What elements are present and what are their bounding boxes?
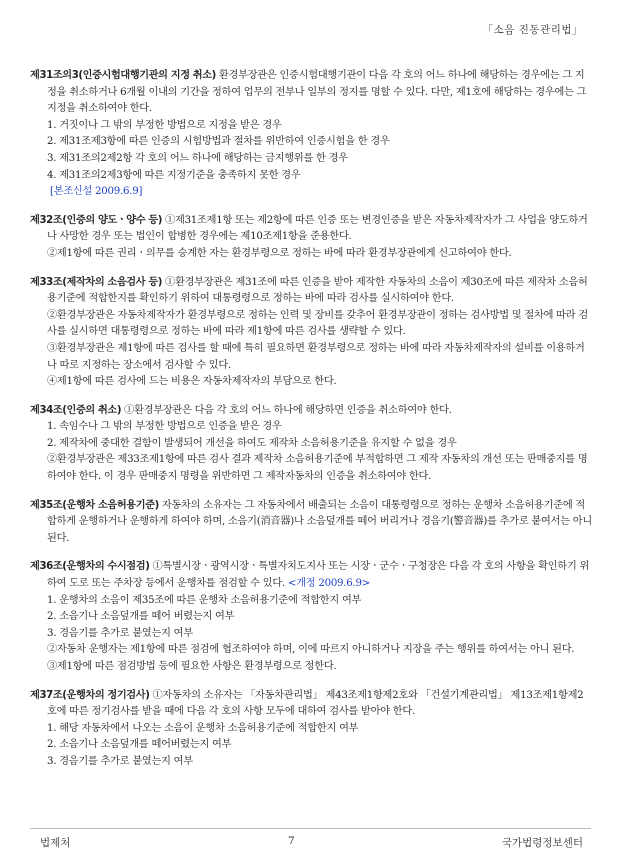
amendment-note: [본조신설 2009.6.9]	[50, 186, 143, 198]
article-paragraph: ②자동차 운행자는 제1항에 따른 점검에 협조하여야 하며, 이에 따르지 아니하거나 지장을 주는 행위를 하여서는 아니 된다.	[47, 644, 575, 656]
article-item: 3. 경음기를 추가로 붙였는지 여부	[47, 627, 193, 639]
article-lead-text: 환경부장관은 인증시험대행기관이 다음 각 호의 어느 하나에 해당하는 경우에는 그 지정을 취소하거나 6개월 이내의 기간을 정하여 업무의 전부나 일부의 정지를 명할 수 있다. 다만, 제1호에 해당하는 경우에는 그 지정을 취소하여야 한다.	[47, 70, 587, 115]
article-lead-text: ①환경부장관은 다음 각 호의 어느 하나에 해당하면 인증을 취소하여야 한다.	[121, 404, 452, 416]
article-title: 제36조(운행차의 수시점검)	[30, 561, 150, 573]
article-item: 3. 제31조의2제2항 각 호의 어느 하나에 해당하는 금지행위를 한 경우	[47, 152, 348, 164]
article-37	[30, 688, 592, 771]
article-35	[30, 498, 592, 548]
article-title: 제37조(운행차의 정기검사)	[30, 689, 150, 701]
article-paragraph: ③환경부장관은 제1항에 따른 검사를 할 때에 특히 필요하면 환경부령으로 정하는 바에 따라 자동차제작자의 설비를 이용하거나 따로 지정하는 장소에서 검사할 수 있다.	[47, 342, 585, 371]
article-36	[30, 559, 592, 675]
article-item: 2. 소음기나 소음덮개를 떼어버렸는지 여부	[47, 739, 232, 751]
page-number: 7	[288, 835, 295, 847]
article-title: 제34조(인증의 취소)	[30, 404, 122, 416]
article-title: 제31조의3(인증시험대행기관의 지정 취소)	[30, 70, 216, 81]
article-lead	[30, 403, 592, 420]
article-lead	[30, 213, 592, 246]
law-text	[30, 68, 592, 783]
article-lead-text: ①자동차의 소유자는 「자동차관리법」 제43조제1항제2호와 「건설기계관리법」 제13조제1항제2호에 따른 정기검사를 받을 때에 다음 각 호의 사항 모두에 대하여 검사를 받아야 한다.	[47, 689, 584, 718]
article-title: 제32조(인증의 양도ㆍ양수 등)	[30, 214, 163, 226]
article-paragraph: ②제1항에 따른 권리ㆍ의무를 승계한 자는 환경부령으로 정하는 바에 따라 환경부장관에게 신고하여야 한다.	[47, 247, 512, 259]
article-lead-text: ①환경부장관은 제31조에 따른 인증을 받아 제작한 자동차의 소음이 제30조에 따른 제작차 소음허용기준에 적합한지를 확인하기 위하여 대통령령으로 정하는 바에 따라 검사를 실시하여야 한다.	[47, 276, 588, 305]
article-lead	[30, 498, 592, 548]
article-lead	[30, 559, 592, 592]
article-lead-text: 자동차의 소유자는 그 자동차에서 배출되는 소음이 대통령령으로 정하는 운행차 소음허용기준에 적합하게 운행하거나 운행하게 하여야 하며, 소음기(消音器)나 소음덮개를 떼어 버리거나 경음기(警音器)를 추가로 붙여서는 아니 된다.	[47, 499, 592, 544]
article-31-3	[30, 68, 592, 201]
article-paragraph: ②환경부장관은 제33조제1항에 따른 검사 결과 제작차 소음허용기준에 부적합하면 그 제작 자동차의 개선 또는 판매중지를 명하여야 한다. 이 경우 판매중지 명령을 위반하면 그 제작자동차의 인증을 취소하여야 한다.	[47, 454, 588, 483]
article-item: 1. 속임수나 그 밖의 부정한 방법으로 인증을 받은 경우	[47, 421, 282, 433]
footer-divider	[30, 828, 591, 829]
article-lead	[30, 275, 592, 308]
running-title: 「소음 진동관리법」	[482, 24, 583, 36]
article-lead-text: ①제31조제1항 또는 제2항에 따른 인증 또는 변경인증을 받은 자동차제작자가 그 사업을 양도하거나 사망한 경우 또는 법인이 합병한 경우에는 제10조제1항을 준용한다.	[47, 214, 588, 243]
article-item: 1. 해당 자동차에서 나오는 소음이 운행차 소음허용기준에 적합한지 여부	[47, 722, 359, 734]
article-paragraph: ②환경부장관은 자동차제작자가 환경부령으로 정하는 인력 및 장비를 갖추어 환경부장관이 정하는 검사방법 및 절차에 따라 검사를 실시하면 대통령령으로 정하는 바에 따라 제1항에 따른 검사를 생략할 수 있다.	[47, 309, 588, 338]
article-33	[30, 275, 592, 391]
amendment-note: <개정 2009.6.9>	[287, 578, 371, 590]
article-32	[30, 213, 592, 263]
article-title: 제35조(운행차 소음허용기준)	[30, 499, 159, 511]
article-lead	[30, 688, 592, 721]
footer-publisher: 국가법령정보센터	[501, 837, 583, 849]
article-item: 3. 경음기를 추가로 붙였는지 여부	[47, 755, 193, 767]
article-item: 4. 제31조의2제3항에 따른 지정기준을 충족하지 못한 경우	[47, 169, 301, 181]
article-item: 2. 제작차에 중대한 결함이 발생되어 개선을 하여도 제작차 소음허용기준을 유지할 수 없을 경우	[47, 437, 457, 449]
article-item: 1. 거짓이나 그 밖의 부정한 방법으로 지정을 받은 경우	[47, 119, 282, 131]
article-lead-text: ①특별시장ㆍ광역시장ㆍ특별자치도지사 또는 시장ㆍ군수ㆍ구청장은 다음 각 호의 사항을 확인하기 위하여 도로 또는 주차장 등에서 운행차를 점검할 수 있다.	[47, 561, 590, 590]
article-lead	[30, 68, 592, 118]
article-item: 2. 소음기나 소음덮개를 떼어 버렸는지 여부	[47, 611, 235, 623]
article-item: 1. 운행차의 소음이 제35조에 따른 운행차 소음허용기준에 적합한지 여부	[47, 594, 362, 606]
article-34	[30, 403, 592, 486]
article-item: 2. 제31조제3항에 따른 인증의 시험방법과 절차를 위반하여 인증시험을 한 경우	[47, 136, 390, 148]
article-paragraph: ③제1항에 따른 점검방법 등에 필요한 사항은 환경부령으로 정한다.	[47, 661, 337, 672]
footer-source: 법제처	[40, 837, 71, 849]
article-title: 제33조(제작차의 소음검사 등)	[30, 276, 163, 288]
article-paragraph: ④제1항에 따른 검사에 드는 비용은 자동차제작자의 부담으로 한다.	[47, 376, 337, 388]
